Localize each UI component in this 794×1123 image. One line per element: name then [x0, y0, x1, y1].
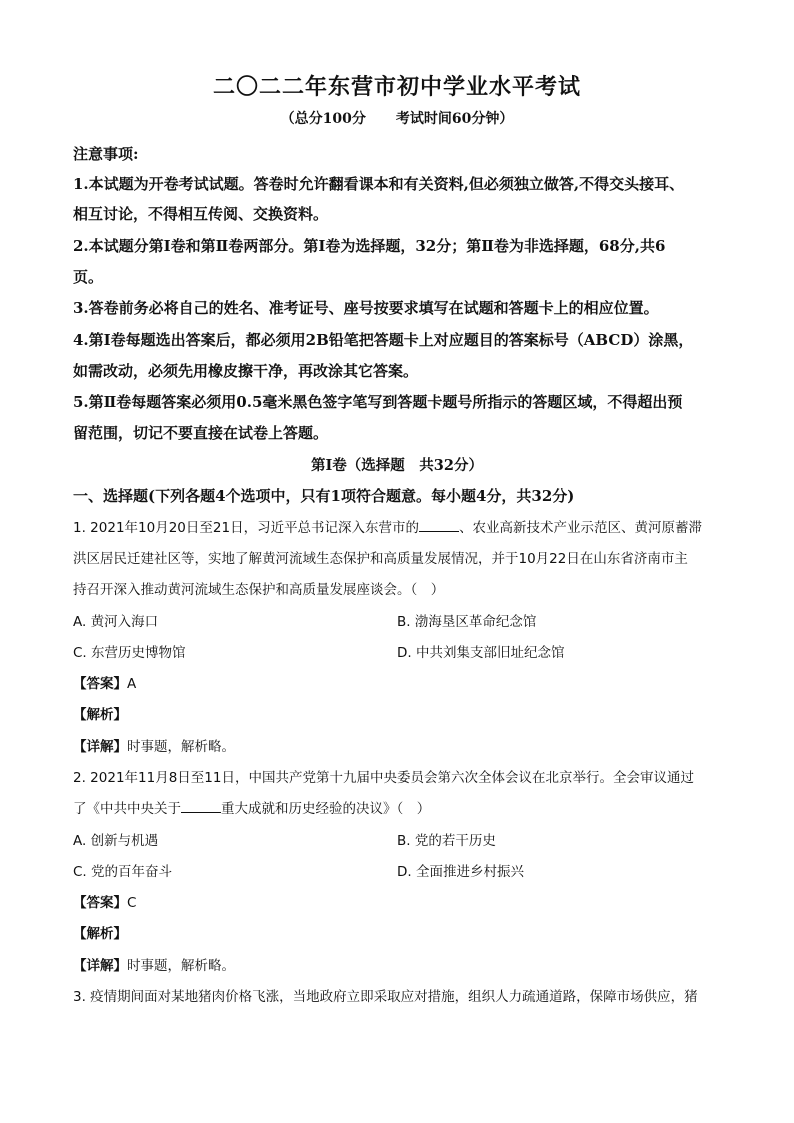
fill-blank [419, 519, 459, 532]
question-2-line-1: 2. 2021年11月8日至11日，中国共产党第十九届中央委员会第六次全体会议在北京举行。全会审议通过 [73, 770, 694, 786]
detail-text: 时事题，解析略。 [127, 739, 235, 755]
notes-heading: 注意事项: [73, 145, 139, 163]
note-line: 如需改动，必须先用橡皮擦干净，再改涂其它答案。 [73, 362, 419, 380]
note-line: 留范围，切记不要直接在试卷上答题。 [73, 424, 329, 442]
note-line: 5.第Ⅱ卷每题答案必须用0.5毫米黑色签字笔写到答题卡题号所指示的答题区域，不得超出预 [73, 393, 683, 411]
note-line: 页。 [73, 268, 104, 286]
question-1-option-a: A. 黄河入海口 [73, 614, 159, 630]
answer-value: C [127, 895, 137, 911]
detail-text: 时事题，解析略。 [127, 958, 235, 974]
question-text: 、农业高新技术产业示范区、黄河原蓄滞 [459, 520, 703, 536]
question-2-detail [73, 954, 235, 974]
note-line: 相互讨论，不得相互传阅、交换资料。 [73, 205, 329, 223]
question-2-option-b: B. 党的若干历史 [397, 833, 496, 849]
question-2-option-a: A. 创新与机遇 [73, 833, 159, 849]
exam-subtitle [0, 108, 794, 128]
question-2-option-c: C. 党的百年奋斗 [73, 864, 173, 880]
time-note: 考试时间60分钟） [395, 111, 514, 127]
question-1-line-3: 持召开深入推动黄河流域生态保护和高质量发展座谈会。（ ） [73, 582, 445, 598]
note-line: 3.答卷前务必将自己的姓名、准考证号、座号按要求填写在试题和答题卡上的相应位置。 [73, 299, 659, 317]
question-2-analysis [73, 922, 127, 942]
answer-tag: 【答案】 [73, 676, 127, 692]
question-2-line-2 [73, 797, 430, 817]
question-3-line-1: 3. 疫情期间面对某地猪肉价格飞涨，当地政府立即采取应对措施，组织人力疏通道路，保障市场供应，猪 [73, 989, 698, 1005]
analysis-tag: 【解析】 [73, 926, 127, 942]
question-2-option-d: D. 全面推进乡村振兴 [397, 864, 524, 880]
fill-blank [181, 800, 221, 813]
question-2-answer [73, 891, 136, 911]
question-1-option-d: D. 中共刘集支部旧址纪念馆 [397, 645, 565, 661]
question-1-answer [73, 672, 136, 692]
question-text: 了《中共中央关于 [73, 801, 181, 817]
section-instruction: 一、选择题(下列各题4个选项中，只有1项符合题意。每小题4分，共32分) [73, 487, 575, 505]
question-1-option-b: B. 渤海垦区革命纪念馆 [397, 614, 537, 630]
answer-tag: 【答案】 [73, 895, 127, 911]
question-1-analysis [73, 703, 127, 723]
detail-tag: 【详解】 [73, 958, 127, 974]
analysis-tag: 【解析】 [73, 707, 127, 723]
answer-value: A [127, 676, 137, 692]
question-1-option-c: C. 东营历史博物馆 [73, 645, 186, 661]
question-text: 重大成就和历史经验的决议》（ ） [221, 801, 431, 817]
detail-tag: 【详解】 [73, 739, 127, 755]
question-text: 1. 2021年10月20日至21日，习近平总书记深入东营市的 [73, 520, 420, 536]
section-title: 第Ⅰ卷（选择题 共32分） [311, 457, 483, 474]
note-line: 1.本试题为开卷考试试题。答卷时允许翻看课本和有关资料,但必须独立做答,不得交头接耳、 [73, 175, 685, 193]
question-1-line-2: 洪区居民迁建社区等，实地了解黄河流域生态保护和高质量发展情况，并于10月22日在山东省济南市主 [73, 551, 688, 567]
note-line: 4.第Ⅰ卷每题选出答案后，都必须用2B铅笔把答题卡上对应题目的答案标号（ABCD）涂黑， [73, 331, 694, 349]
exam-title: 二〇二二年东营市初中学业水平考试 [212, 74, 581, 100]
note-line: 2.本试题分第Ⅰ卷和第Ⅱ卷两部分。第Ⅰ卷为选择题，32分；第Ⅱ卷为非选择题，68分,共6 [73, 237, 666, 255]
score-note: （总分100分 [280, 111, 366, 127]
question-1-detail [73, 735, 235, 755]
question-1-line-1 [73, 516, 702, 536]
